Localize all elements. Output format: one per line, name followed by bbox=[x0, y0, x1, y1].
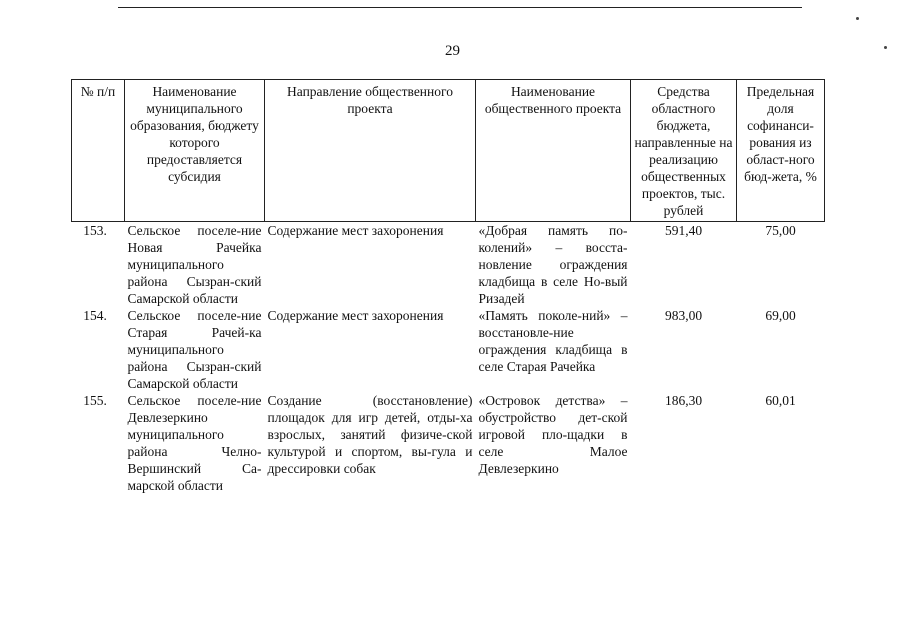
row-share: 60,01 bbox=[765, 393, 796, 408]
row-share: 69,00 bbox=[765, 308, 796, 323]
row-direction: Содержание мест захоронения bbox=[267, 223, 444, 238]
row-municipality: Сельское поселе-ние Новая Рачейка муниципального района Сызран-ский Самарской области bbox=[127, 223, 262, 306]
table-header-row bbox=[72, 80, 825, 222]
page-number: 29 bbox=[445, 43, 460, 59]
row-funds: 591,40 bbox=[664, 223, 703, 238]
header-funds: Средства областного бюджета, направленные на реализацию общественных проектов, тыс. рублей bbox=[631, 80, 737, 222]
row-project: «Островок детства» – обустройство дет-ской игровой пло-щадки в селе Малое Девлезеркино bbox=[478, 393, 628, 476]
row-direction: Содержание мест захоронения bbox=[267, 308, 444, 323]
row-project: «Память поколе-ний» – восстановле-ние ограждения кладбища в селе Старая Рачейка bbox=[478, 308, 628, 374]
header-direction: Направление общественного проекта bbox=[265, 80, 476, 222]
header-number: № п/п bbox=[72, 80, 125, 222]
table-row bbox=[72, 307, 825, 392]
top-rule bbox=[118, 7, 802, 8]
row-funds: 186,30 bbox=[664, 393, 703, 408]
row-funds: 983,00 bbox=[664, 308, 703, 323]
row-municipality: Сельское поселе-ние Старая Рачей-ка муниципального района Сызран-ский Самарской области bbox=[127, 308, 262, 391]
header-municipality: Наименование муниципального образования, бюджету которого предоставляется субсидия bbox=[125, 80, 265, 222]
scan-speck bbox=[856, 17, 859, 20]
header-share: Предельная доля софинанси-рования из област-ного бюд-жета, % bbox=[737, 80, 825, 222]
row-share: 75,00 bbox=[765, 223, 796, 238]
row-direction: Создание (восстановление) площадок для игр детей, отды-ха взрослых, занятий физиче-ской культурой и спортом, вы-гула и дрессировки собак bbox=[267, 393, 473, 476]
row-project: «Добрая память по-колений» – восста-новление ограждения кладбища в селе Но-вый Ризадей bbox=[478, 223, 628, 306]
row-number: 154. bbox=[83, 308, 107, 323]
table-row bbox=[72, 222, 825, 308]
row-number: 153. bbox=[83, 223, 107, 238]
row-municipality: Сельское поселе-ние Девлезеркино муниципального района Челно-Вершинский Са-марской области bbox=[127, 393, 262, 493]
subsidy-table bbox=[71, 79, 825, 494]
table-row bbox=[72, 392, 825, 494]
row-number: 155. bbox=[83, 393, 107, 408]
header-project: Наименование общественного проекта bbox=[476, 80, 631, 222]
